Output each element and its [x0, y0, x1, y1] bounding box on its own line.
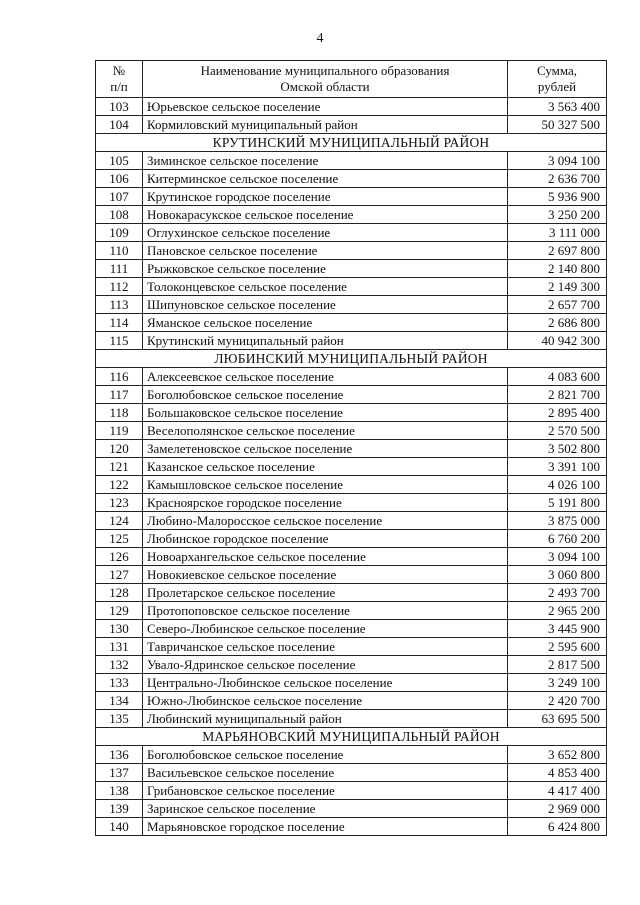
row-number: 127	[96, 566, 143, 584]
row-name: Увало-Ядринское сельское поселение	[143, 656, 508, 674]
table-row	[96, 494, 607, 512]
table-row	[96, 512, 607, 530]
table-row	[96, 296, 607, 314]
row-sum: 3 563 400	[508, 98, 607, 116]
row-number: 121	[96, 458, 143, 476]
row-sum: 4 853 400	[508, 764, 607, 782]
table-row	[96, 188, 607, 206]
row-number: 135	[96, 710, 143, 728]
row-sum: 3 060 800	[508, 566, 607, 584]
row-number: 109	[96, 224, 143, 242]
table-body	[96, 98, 607, 836]
table-row	[96, 620, 607, 638]
table-row	[96, 530, 607, 548]
row-number: 113	[96, 296, 143, 314]
row-name: Юрьевское сельское поселение	[143, 98, 508, 116]
row-sum: 40 942 300	[508, 332, 607, 350]
row-name: Шипуновское сельское поселение	[143, 296, 508, 314]
row-name: Кормиловский муниципальный район	[143, 116, 508, 134]
row-number: 103	[96, 98, 143, 116]
row-number: 107	[96, 188, 143, 206]
allocation-table	[95, 60, 607, 836]
row-name: Пролетарское сельское поселение	[143, 584, 508, 602]
row-sum: 2 817 500	[508, 656, 607, 674]
row-name: Новокарасукское сельское поселение	[143, 206, 508, 224]
row-sum: 6 760 200	[508, 530, 607, 548]
row-number: 136	[96, 746, 143, 764]
row-name: Заринское сельское поселение	[143, 800, 508, 818]
row-number: 115	[96, 332, 143, 350]
row-name: Тавричанское сельское поселение	[143, 638, 508, 656]
table-row	[96, 116, 607, 134]
row-name: Новокиевское сельское поселение	[143, 566, 508, 584]
table-row	[96, 566, 607, 584]
header-number-line1: №	[112, 63, 126, 78]
table-row	[96, 224, 607, 242]
header-sum-line2: рублей	[537, 79, 577, 94]
row-name: Камышловское сельское поселение	[143, 476, 508, 494]
row-sum: 3 502 800	[508, 440, 607, 458]
row-name: Замелетеновское сельское поселение	[143, 440, 508, 458]
row-name: Пановское сельское поселение	[143, 242, 508, 260]
row-name: Яманское сельское поселение	[143, 314, 508, 332]
table-header-row	[96, 61, 607, 98]
row-name: Зиминское сельское поселение	[143, 152, 508, 170]
table-row	[96, 818, 607, 836]
row-sum: 2 969 000	[508, 800, 607, 818]
row-number: 129	[96, 602, 143, 620]
row-number: 120	[96, 440, 143, 458]
row-number: 122	[96, 476, 143, 494]
row-sum: 4 026 100	[508, 476, 607, 494]
row-number: 116	[96, 368, 143, 386]
section-title: КРУТИНСКИЙ МУНИЦИПАЛЬНЫЙ РАЙОН	[96, 134, 607, 152]
row-number: 104	[96, 116, 143, 134]
table-row	[96, 746, 607, 764]
row-number: 130	[96, 620, 143, 638]
table-row	[96, 800, 607, 818]
row-number: 123	[96, 494, 143, 512]
row-name: Красноярское городское поселение	[143, 494, 508, 512]
row-sum: 4 083 600	[508, 368, 607, 386]
row-name: Боголюбовское сельское поселение	[143, 386, 508, 404]
row-name: Крутинский муниципальный район	[143, 332, 508, 350]
row-number: 111	[96, 260, 143, 278]
row-name: Грибановское сельское поселение	[143, 782, 508, 800]
row-name: Южно-Любинское сельское поселение	[143, 692, 508, 710]
row-name: Большаковское сельское поселение	[143, 404, 508, 422]
row-sum: 2 595 600	[508, 638, 607, 656]
row-sum: 3 094 100	[508, 152, 607, 170]
section-row	[96, 350, 607, 368]
row-name: Любинский муниципальный район	[143, 710, 508, 728]
row-number: 132	[96, 656, 143, 674]
table-row	[96, 710, 607, 728]
row-number: 110	[96, 242, 143, 260]
header-number	[96, 61, 143, 98]
row-sum: 3 445 900	[508, 620, 607, 638]
table-row	[96, 656, 607, 674]
row-number: 119	[96, 422, 143, 440]
row-sum: 4 417 400	[508, 782, 607, 800]
row-sum: 2 149 300	[508, 278, 607, 296]
row-name: Веселополянское сельское поселение	[143, 422, 508, 440]
section-title: ЛЮБИНСКИЙ МУНИЦИПАЛЬНЫЙ РАЙОН	[96, 350, 607, 368]
row-number: 108	[96, 206, 143, 224]
table-row	[96, 206, 607, 224]
header-number-line2: п/п	[110, 79, 128, 94]
row-name: Марьяновское городское поселение	[143, 818, 508, 836]
row-name: Казанское сельское поселение	[143, 458, 508, 476]
table-row	[96, 440, 607, 458]
header-name-line2: Омской области	[280, 79, 370, 94]
row-sum: 3 391 100	[508, 458, 607, 476]
row-sum: 3 652 800	[508, 746, 607, 764]
row-sum: 3 250 200	[508, 206, 607, 224]
row-number: 137	[96, 764, 143, 782]
row-number: 112	[96, 278, 143, 296]
row-sum: 2 697 800	[508, 242, 607, 260]
table-row	[96, 692, 607, 710]
header-sum-line1: Сумма,	[536, 63, 578, 78]
row-sum: 2 686 800	[508, 314, 607, 332]
table-row	[96, 458, 607, 476]
row-sum: 5 191 800	[508, 494, 607, 512]
header-sum	[508, 61, 607, 98]
section-title: МАРЬЯНОВСКИЙ МУНИЦИПАЛЬНЫЙ РАЙОН	[96, 728, 607, 746]
table-row	[96, 170, 607, 188]
row-name: Оглухинское сельское поселение	[143, 224, 508, 242]
row-number: 124	[96, 512, 143, 530]
row-number: 125	[96, 530, 143, 548]
table-row	[96, 404, 607, 422]
row-name: Крутинское городское поселение	[143, 188, 508, 206]
row-sum: 3 094 100	[508, 548, 607, 566]
row-sum: 3 875 000	[508, 512, 607, 530]
table-row	[96, 152, 607, 170]
row-sum: 2 657 700	[508, 296, 607, 314]
row-name: Алексеевское сельское поселение	[143, 368, 508, 386]
row-name: Центрально-Любинское сельское поселение	[143, 674, 508, 692]
page-number: 4	[316, 31, 324, 46]
header-name	[143, 61, 508, 98]
row-sum: 2 140 800	[508, 260, 607, 278]
table-row	[96, 584, 607, 602]
table-row	[96, 368, 607, 386]
row-sum: 3 249 100	[508, 674, 607, 692]
row-name: Боголюбовское сельское поселение	[143, 746, 508, 764]
table-row	[96, 638, 607, 656]
table-row	[96, 98, 607, 116]
header-name-line1: Наименование муниципального образования	[200, 63, 450, 78]
row-sum: 2 493 700	[508, 584, 607, 602]
row-name: Северо-Любинское сельское поселение	[143, 620, 508, 638]
row-name: Рыжковское сельское поселение	[143, 260, 508, 278]
table-row	[96, 242, 607, 260]
row-number: 128	[96, 584, 143, 602]
row-sum: 3 111 000	[508, 224, 607, 242]
table-row	[96, 764, 607, 782]
section-row	[96, 728, 607, 746]
table-row	[96, 782, 607, 800]
row-name: Новоархангельское сельское поселение	[143, 548, 508, 566]
row-sum: 2 821 700	[508, 386, 607, 404]
row-number: 106	[96, 170, 143, 188]
table-row	[96, 422, 607, 440]
row-sum: 2 570 500	[508, 422, 607, 440]
row-number: 126	[96, 548, 143, 566]
row-number: 114	[96, 314, 143, 332]
row-number: 139	[96, 800, 143, 818]
row-sum: 2 636 700	[508, 170, 607, 188]
row-name: Любино-Малоросское сельское поселение	[143, 512, 508, 530]
table-row	[96, 602, 607, 620]
section-row	[96, 134, 607, 152]
table-row	[96, 278, 607, 296]
row-number: 134	[96, 692, 143, 710]
row-name: Толоконцевское сельское поселение	[143, 278, 508, 296]
row-sum: 63 695 500	[508, 710, 607, 728]
table-row	[96, 548, 607, 566]
row-number: 140	[96, 818, 143, 836]
row-name: Протопоповское сельское поселение	[143, 602, 508, 620]
row-name: Васильевское сельское поселение	[143, 764, 508, 782]
row-sum: 6 424 800	[508, 818, 607, 836]
row-number: 133	[96, 674, 143, 692]
row-sum: 50 327 500	[508, 116, 607, 134]
row-number: 117	[96, 386, 143, 404]
table-row	[96, 386, 607, 404]
table-row	[96, 674, 607, 692]
row-sum: 2 965 200	[508, 602, 607, 620]
row-sum: 2 895 400	[508, 404, 607, 422]
row-number: 138	[96, 782, 143, 800]
table-row	[96, 260, 607, 278]
row-number: 131	[96, 638, 143, 656]
row-number: 105	[96, 152, 143, 170]
row-number: 118	[96, 404, 143, 422]
table-row	[96, 332, 607, 350]
row-sum: 2 420 700	[508, 692, 607, 710]
row-name: Любинское городское поселение	[143, 530, 508, 548]
row-sum: 5 936 900	[508, 188, 607, 206]
table-row	[96, 314, 607, 332]
table-row	[96, 476, 607, 494]
row-name: Китерминское сельское поселение	[143, 170, 508, 188]
